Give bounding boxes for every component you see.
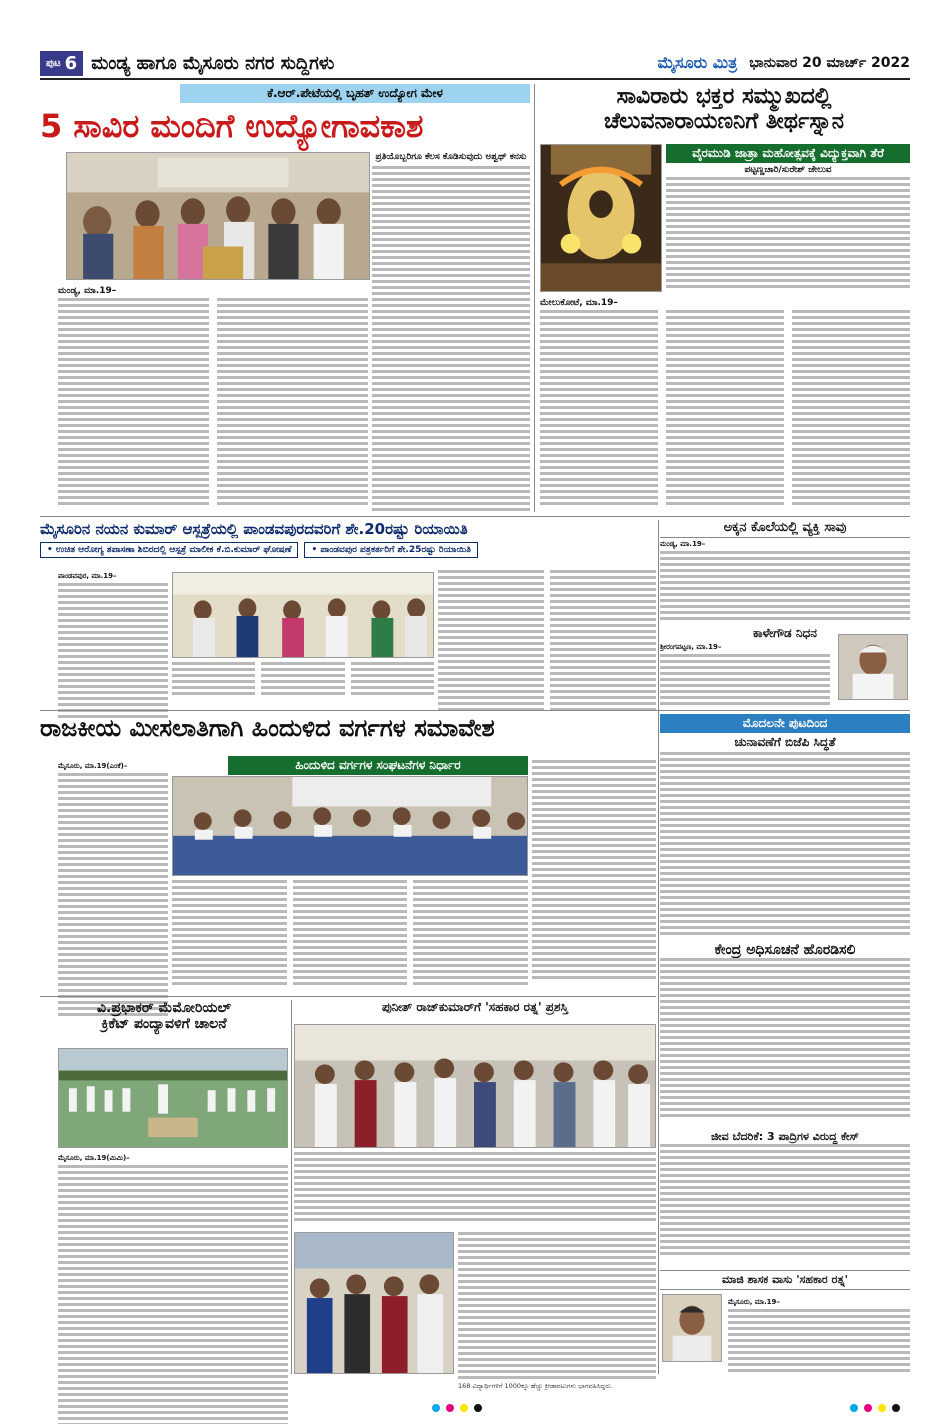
story-cricket <box>40 1000 288 1044</box>
story-central-notification <box>660 942 910 1128</box>
registration-mark-cyan <box>432 1404 440 1412</box>
sports-excerpt: 168 ವಿದ್ಯಾರ್ಥಿಗಳಿಗೆ 1000ಕ್ಕೂ ಹೆಚ್ಚು ಕ್ರೀಡಾಪಟುಗಳು ಭಾಗವಹಿಸಿದ್ದರು. <box>458 1382 613 1390</box>
story-headline: ಅಕ್ಕನ ಕೊಲೆಯಲ್ಲಿ ವ್ಯಕ್ತಿ ಸಾವು <box>660 520 910 538</box>
story-dateline: ಪಾಂಡವಪುರ, ಮಾ.19– <box>58 572 117 580</box>
backward-classes-left-body <box>58 760 168 1010</box>
registration-mark-yellow <box>460 1404 468 1412</box>
story-subhead: ಪ್ರತಿಯೊಬ್ಬರಿಗೂ ಕೆಲಸ ಕೊಡಿಸುವುದು ಅಶ್ವಥ್ ಕನಸು <box>375 152 527 162</box>
story-dateline: ಮೈಸೂರು, ಮಾ.19– <box>728 1298 780 1306</box>
story-headline: ಮಾಜಿ ಶಾಸಕ ವಾಸು 'ಸಹಕಾರ ರತ್ನ' <box>660 1270 910 1290</box>
story-bjp-preparation <box>660 714 910 938</box>
story-kicker: ಕೆ.ಆರ್.ಪೇಟೆಯಲ್ಲಿ ಬೃಹತ್ ಉದ್ಯೋಗ ಮೇಳ <box>180 84 530 103</box>
hospital-camp-photo <box>172 572 434 658</box>
story-byline: ಪಟ್ಟಣ್ಣಚಾರಿ/ಸುರೇಶ್ ಜೇಲುವ <box>744 165 832 175</box>
story-kicker: ವೈರಮುಡಿ ಜಾತ್ರಾ ಮಹೋತ್ಸವಕ್ಕೆ ವಿದ್ಯುಕ್ತವಾಗಿ ತೆರೆ <box>666 144 910 163</box>
story-hospital <box>40 520 656 568</box>
award-ceremony-photo <box>294 1024 656 1148</box>
newspaper-brand: ಮೈಸೂರು ಮಿತ್ರ <box>657 53 738 72</box>
story-priests-case <box>660 1130 910 1266</box>
hospital-right-body <box>438 570 656 706</box>
backward-classes-right-body <box>532 760 656 992</box>
masthead <box>40 48 910 80</box>
backward-classes-lower-body <box>172 880 528 992</box>
story-murder <box>660 520 910 622</box>
story-dateline: ಮಂಡ್ಯ, ಮಾ.19– <box>660 540 706 548</box>
story-headline-line2: ಕ್ರಿಕೆಟ್ ಪಂದ್ಯಾವಳಿಗೆ ಚಾಲನೆ <box>101 1016 227 1032</box>
story-headline: ಮೈಸೂರಿನ ನಯನ ಕುಮಾರ್ ಆಸ್ಪತ್ರೆಯಲ್ಲಿ ಪಾಂಡವಪುರದವರಿಗೆ ಶೇ.20ರಷ್ಟು ರಿಯಾಯಿತಿ <box>40 520 468 538</box>
continued-from-kicker: ಮೊದಲನೇ ಪುಟದಿಂದ <box>660 714 910 733</box>
registration-mark-yellow <box>878 1404 886 1412</box>
story-dateline: ಮಂಡ್ಯ, ಮಾ.19– <box>58 286 117 296</box>
job-fair-sidebar <box>372 152 530 512</box>
story-backward-classes <box>40 714 656 754</box>
hospital-left-body <box>58 570 168 706</box>
section-heading: ಮಂಡ್ಯ ಹಾಗೂ ಮೈಸೂರು ನಗರ ಸುದ್ದಿಗಳು <box>91 52 335 74</box>
story-headline: ಕೇಂದ್ರ ಅಧಿಸೂಚನೆ ಹೊರಡಿಸಲಿ <box>714 942 856 958</box>
issue-date: ಭಾನುವಾರ 20 ಮಾರ್ಚ್ 2022 <box>749 55 910 71</box>
cricket-match-photo <box>58 1048 288 1148</box>
story-headline: ಪುನೀತ್ ರಾಜ್‌ಕುಮಾರ್‌ಗೆ 'ಸಹಕಾರ ರತ್ನ' ಪ್ರಶಸ್ತಿ <box>382 1000 568 1014</box>
story-tag-journalists: • ಪಾಂಡವಪುರ ಪತ್ರಕರ್ತರಿಗೆ ಶೇ.25ರಷ್ಟು ರಿಯಾಯಿತಿ <box>304 542 477 558</box>
university-sports-body <box>458 1232 656 1390</box>
story-headline: ಕಾಳೇಗೌಡ ನಿಧನ <box>753 626 817 640</box>
obituary-portrait-photo <box>838 634 908 700</box>
registration-mark-magenta <box>446 1404 454 1412</box>
job-fair-photo <box>66 152 370 280</box>
backward-classes-kicker: ಹಿಂದುಳಿದ ವರ್ಗಗಳ ಸಂಘಟನೆಗಳ ನಿರ್ಧಾರ <box>228 756 528 775</box>
cricket-body <box>58 1152 288 1374</box>
page-number-box <box>40 51 83 76</box>
story-headline-line1: ವಿ.ಪ್ರಭಾಕರ್ ಮೆಮೋರಿಯಲ್ <box>97 1000 231 1016</box>
backward-classes-photo <box>172 776 528 876</box>
story-puneeth-award <box>294 1000 656 1024</box>
story-headline: ಜೀವ ಬೆದರಿಕೆ: 3 ಪಾದ್ರಿಗಳ ವಿರುದ್ಧ ಕೇಸ್ <box>711 1130 859 1143</box>
page-label: ಪುಟ <box>46 57 61 69</box>
article-body <box>372 166 530 512</box>
registration-mark-black <box>892 1404 900 1412</box>
story-headline: 5 ಸಾವಿರ ಮಂದಿಗೆ ಉದ್ಯೋಗಾವಕಾಶ <box>40 107 424 145</box>
registration-mark-black <box>474 1404 482 1412</box>
temple-body <box>540 296 910 512</box>
story-dateline: ಶ್ರೀರಂಗಪಟ್ಟಣ, ಮಾ.19– <box>660 643 722 651</box>
registration-mark-magenta <box>864 1404 872 1412</box>
award-caption <box>294 1152 656 1226</box>
story-dateline: ಮೈಸೂರು, ಮಾ.19(ಎಂಕೆ)– <box>58 762 128 770</box>
temple-deity-photo <box>540 144 662 292</box>
story-dateline: ಮೈಸೂರು, ಮಾ.19(ಮಿಮಿ)– <box>58 1154 130 1162</box>
registration-mark-cyan <box>850 1404 858 1412</box>
ex-mla-portrait-photo <box>662 1294 722 1362</box>
story-dateline: ಮೇಲುಕೋಟೆ, ಮಾ.19– <box>540 298 618 308</box>
university-sports-photo <box>294 1232 454 1374</box>
story-headline-line2: ಚೆಲುವನಾರಾಯಣನಿಗೆ ತೀರ್ಥಸ್ನಾನ <box>603 109 845 134</box>
job-fair-body <box>58 284 368 512</box>
temple-article <box>666 144 910 292</box>
story-headline-line1: ಸಾವಿರಾರು ಭಕ್ತರ ಸಮ್ಮುಖದಲ್ಲಿ <box>616 84 832 109</box>
story-headline: ರಾಜಕೀಯ ಮೀಸಲಾತಿಗಾಗಿ ಹಿಂದುಳಿದ ವರ್ಗಗಳ ಸಮಾವೇಶ <box>40 714 495 742</box>
story-headline: ಚುನಾವಣೆಗೆ ಬಿಜೆಪಿ ಸಿದ್ಧತೆ <box>734 735 836 749</box>
hospital-lower-body <box>172 662 434 706</box>
ex-mla-body <box>728 1296 910 1368</box>
page-number: 6 <box>64 52 78 74</box>
story-tag-camp: • ಉಚಿತ ಆರೋಗ್ಯ ತಪಾಸಣಾ ಶಿಬಿರದಲ್ಲಿ ಆಸ್ಪತ್ರೆ ಮಾಲೀಕ ಕೆ.ಬಿ.ಕುಮಾರ್ ಘೋಷಣೆ <box>40 542 298 558</box>
